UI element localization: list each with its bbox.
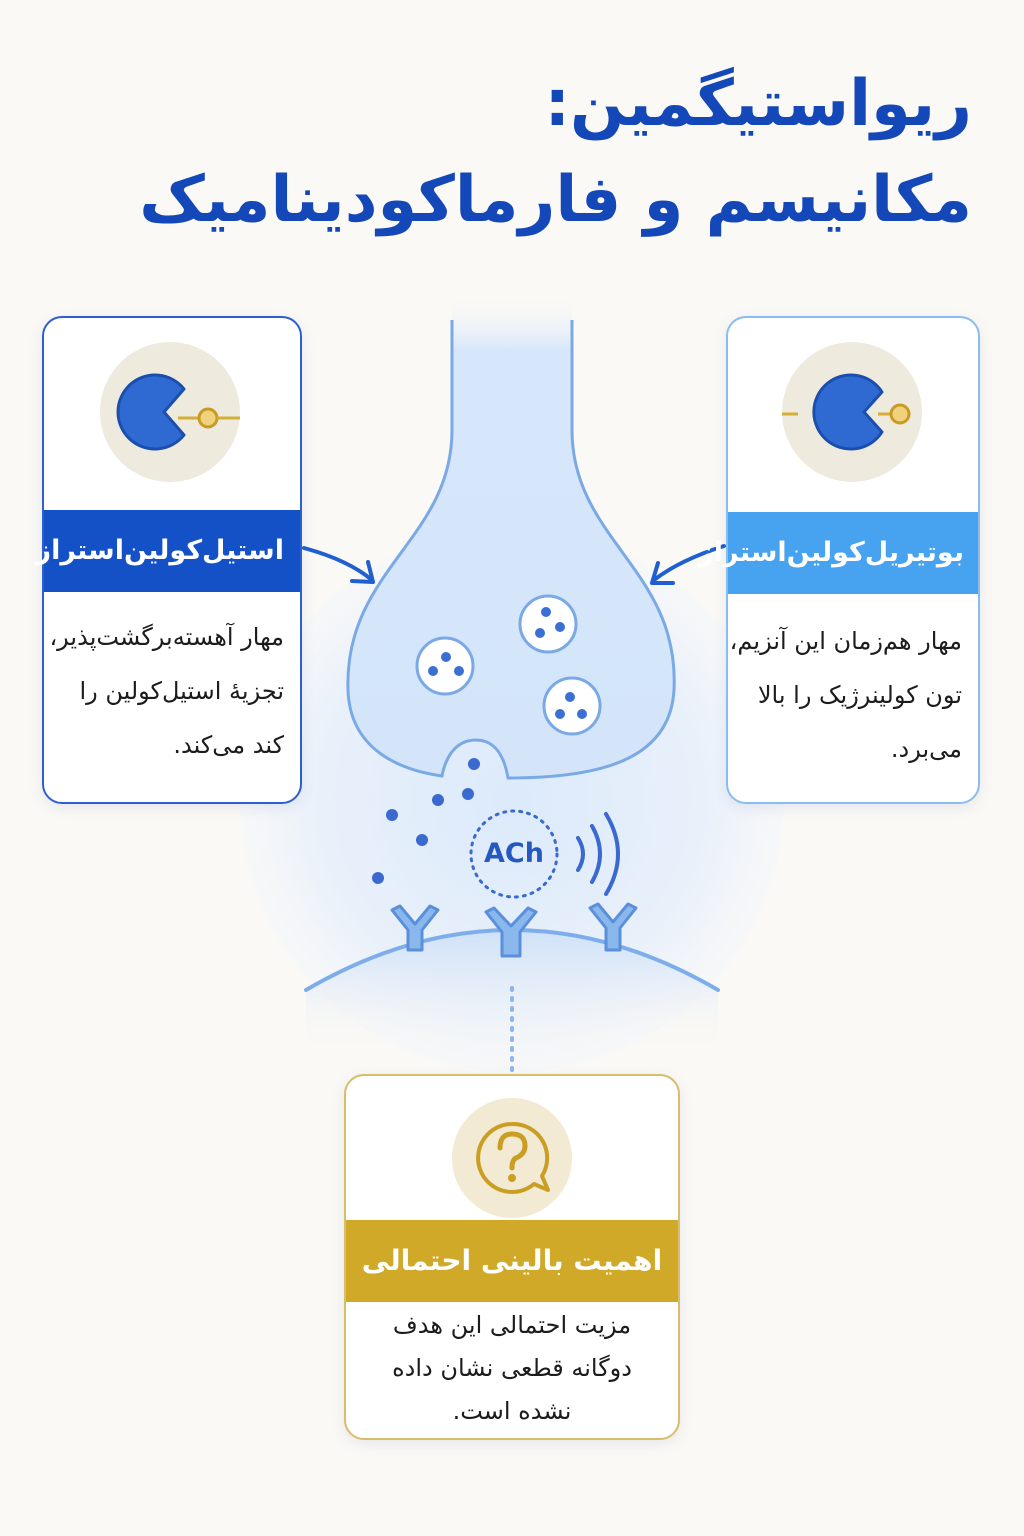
question-bubble-icon [452,1098,572,1218]
card-heading: بوتیریل‌کولین‌استراز [728,512,978,594]
card-butyrylcholinesterase [698,316,980,804]
presynaptic-terminal [348,292,674,778]
enzyme-inhibitor-icon [782,342,922,482]
card-line: مزیت احتمالی این هدف [392,1311,632,1339]
card-clinical-significance [344,1074,680,1440]
card-line: می‌برد. [890,735,962,763]
page-title [72,56,972,248]
ach-label: ACh [484,838,544,869]
card-line: تجزیهٔ استیل‌کولین را [79,677,284,705]
card-line: مهار آهسته‌برگشت‌پذیر، [49,623,284,651]
card-line: کند می‌کند. [173,731,284,759]
enzyme-inhibitor-icon [100,342,240,482]
title-line-2: مکانیسم و فارماکودینامیک [139,163,972,237]
card-description [729,614,962,776]
card-description [366,1304,658,1433]
card-heading: استیل‌کولین‌استراز [44,510,300,592]
card-description [49,610,284,772]
title-line-1: ریواستیگمین: [544,67,972,141]
card-heading: اهمیت بالینی احتمالی [346,1220,678,1302]
card-line: دوگانه قطعی نشان داده [392,1354,632,1382]
card-acetylcholinesterase [35,316,302,804]
card-line: مهار هم‌زمان این آنزیم، [729,627,962,655]
card-line: نشده است. [452,1397,572,1425]
card-line: تون کولینرژیک را بالا [757,681,962,709]
